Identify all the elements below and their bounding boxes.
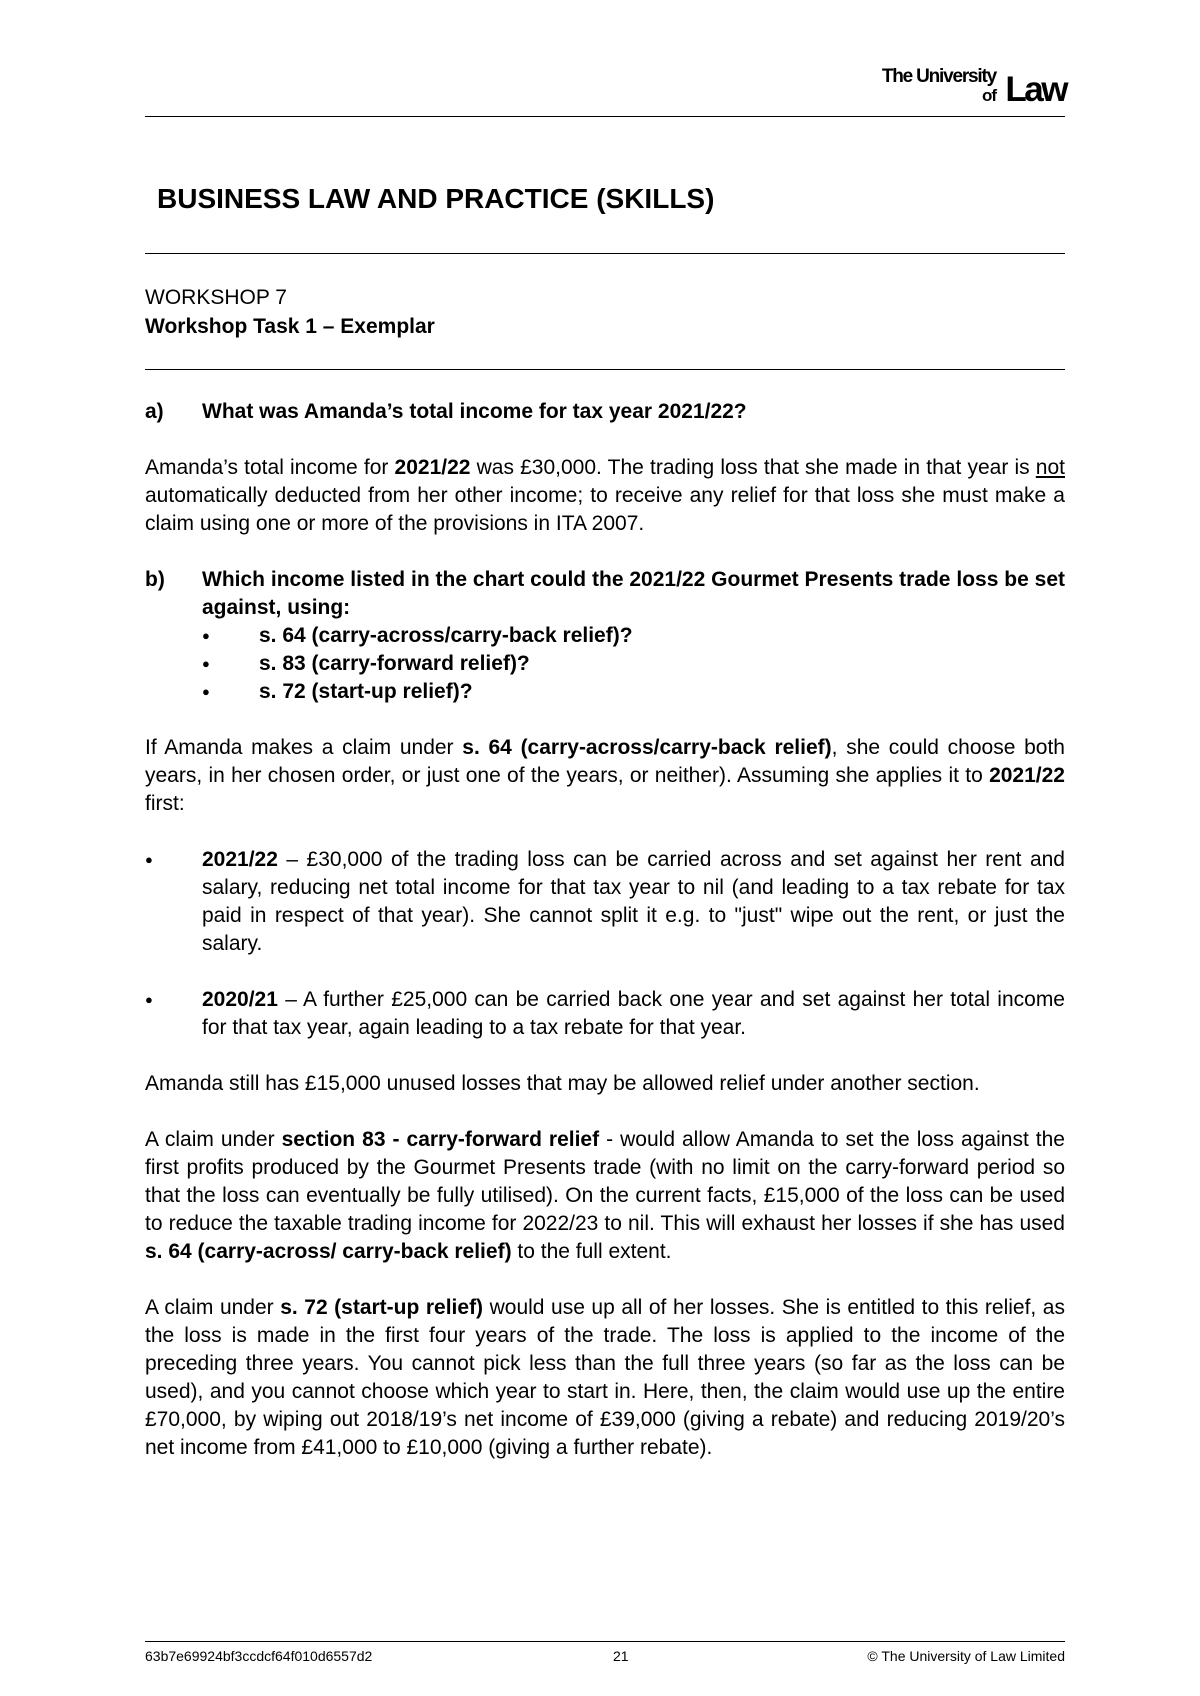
university-logo	[846, 66, 1066, 110]
s83-text-2: - would allow Amanda to set the loss against the first profits produced by the Gourmet Presents trade (with no limit on the carry-forward period so that the loss can eventually be fully utilised). On the current facts, £15,000 of the loss can be used to reduce the taxable trading income for 2022/23 to nil. This will exhaust her losses if she has used	[145, 1128, 1065, 1235]
bullet-2021-22	[145, 846, 1065, 958]
workshop-heading	[145, 283, 435, 341]
s64-text-3: first:	[145, 792, 185, 815]
footer-reference: 63b7e69924bf3ccdcf64f010d6557d2	[145, 1648, 373, 1664]
logo-line3: Law	[1005, 70, 1066, 109]
s72-text-1: A claim under	[145, 1296, 281, 1319]
bullet-2020-21-text: – A further £25,000 can be carried back one year and set against her total income for that tax year, again leading to a tax rebate for that year.	[202, 988, 1065, 1039]
s83-paragraph	[145, 1126, 1065, 1266]
question-a-label: a)	[145, 400, 164, 423]
main-content	[145, 398, 1065, 1462]
answer-a-text-3: automatically deducted from her other income; to receive any relief for that loss she must make a claim using one or more of the provisions in ITA 2007.	[145, 484, 1065, 535]
logo-line1: The University	[881, 66, 996, 87]
s72-paragraph	[145, 1294, 1065, 1462]
answer-a-text-2: was £30,000. The trading loss that she made in that year is	[470, 456, 1036, 479]
unused-losses-paragraph: Amanda still has £15,000 unused losses that may be allowed relief under another section.	[145, 1072, 980, 1095]
question-b-text: Which income listed in the chart could the 2021/22 Gourmet Presents trade loss be set against, using:	[202, 568, 1065, 619]
s72-bold-1: s. 72 (start-up relief)	[280, 1296, 484, 1319]
question-b-item: ● s. 64 (carry-across/carry-back relief)?	[145, 622, 1065, 650]
s64-paragraph	[145, 734, 1065, 818]
s72-text-2: would use up all of her losses. She is entitled to this relief, as the loss is made in the first four years of the trade. The loss is applied to the income of the preceding three years. You cannot pick less than the full three years (so far as the loss can be used), and you cannot choose which year to start in. Here, then, the claim would use up the entire £70,000, by wiping out 2018/19’s net income of £39,000 (giving a rebate) and reducing 2019/20’s net income from £41,000 to £10,000 (giving a further rebate).	[145, 1296, 1065, 1459]
footer-copyright: © The University of Law Limited	[867, 1648, 1065, 1664]
question-b-list	[145, 622, 1065, 706]
answer-a-text-1: Amanda’s total income for	[145, 456, 395, 479]
question-b	[145, 566, 1065, 622]
header-rule	[145, 116, 1065, 117]
bullet-2021-22-year: 2021/22	[202, 848, 278, 871]
bullet-2020-21	[145, 986, 1065, 1042]
answer-a-bold-year: 2021/22	[394, 456, 471, 479]
document-title: BUSINESS LAW AND PRACTICE (SKILLS)	[157, 183, 715, 214]
workshop-label: WORKSHOP 7	[145, 286, 287, 309]
s64-text-1: If Amanda makes a claim under	[145, 736, 463, 759]
s83-bold-2: s. 64 (carry-across/ carry-back relief)	[145, 1240, 512, 1263]
s83-text-1: A claim under	[145, 1128, 282, 1151]
s64-bold-2: 2021/22	[989, 764, 1065, 787]
s64-text-2: , she could choose both years, in her chosen order, or just one of the years, or neither). Assuming she applies it to	[145, 736, 1065, 787]
s83-text-3: to the full extent.	[511, 1240, 672, 1263]
bullet-2021-22-text: – £30,000 of the trading loss can be carried across and set against her rent and salary, reducing net total income for that tax year to nil (and leading to a tax rebate for tax paid in respect of that year). She cannot split it e.g. to "just" wipe out the rent, or just the salary.	[202, 848, 1065, 955]
question-a	[145, 398, 1065, 426]
footer-rule	[145, 1641, 1065, 1642]
question-b-item: ● s. 72 (start-up relief)?	[145, 678, 1065, 706]
bullet-2020-21-year: 2020/21	[202, 988, 278, 1011]
question-a-text: What was Amanda’s total income for tax year 2021/22?	[202, 400, 747, 423]
workshop-task: Workshop Task 1 – Exemplar	[145, 315, 435, 338]
question-b-item: ● s. 83 (carry-forward relief)?	[145, 650, 1065, 678]
logo-line2: of	[981, 86, 996, 105]
question-b-label: b)	[145, 568, 165, 591]
answer-a-paragraph	[145, 454, 1065, 538]
section-rule	[145, 369, 1065, 370]
s83-bold-1: section 83 - carry-forward relief	[281, 1128, 600, 1151]
s64-bold-1: s. 64 (carry-across/carry-back relief)	[462, 736, 832, 759]
answer-a-underline: not	[1035, 456, 1065, 479]
title-rule	[145, 253, 1065, 254]
page-number: 21	[613, 1648, 629, 1664]
